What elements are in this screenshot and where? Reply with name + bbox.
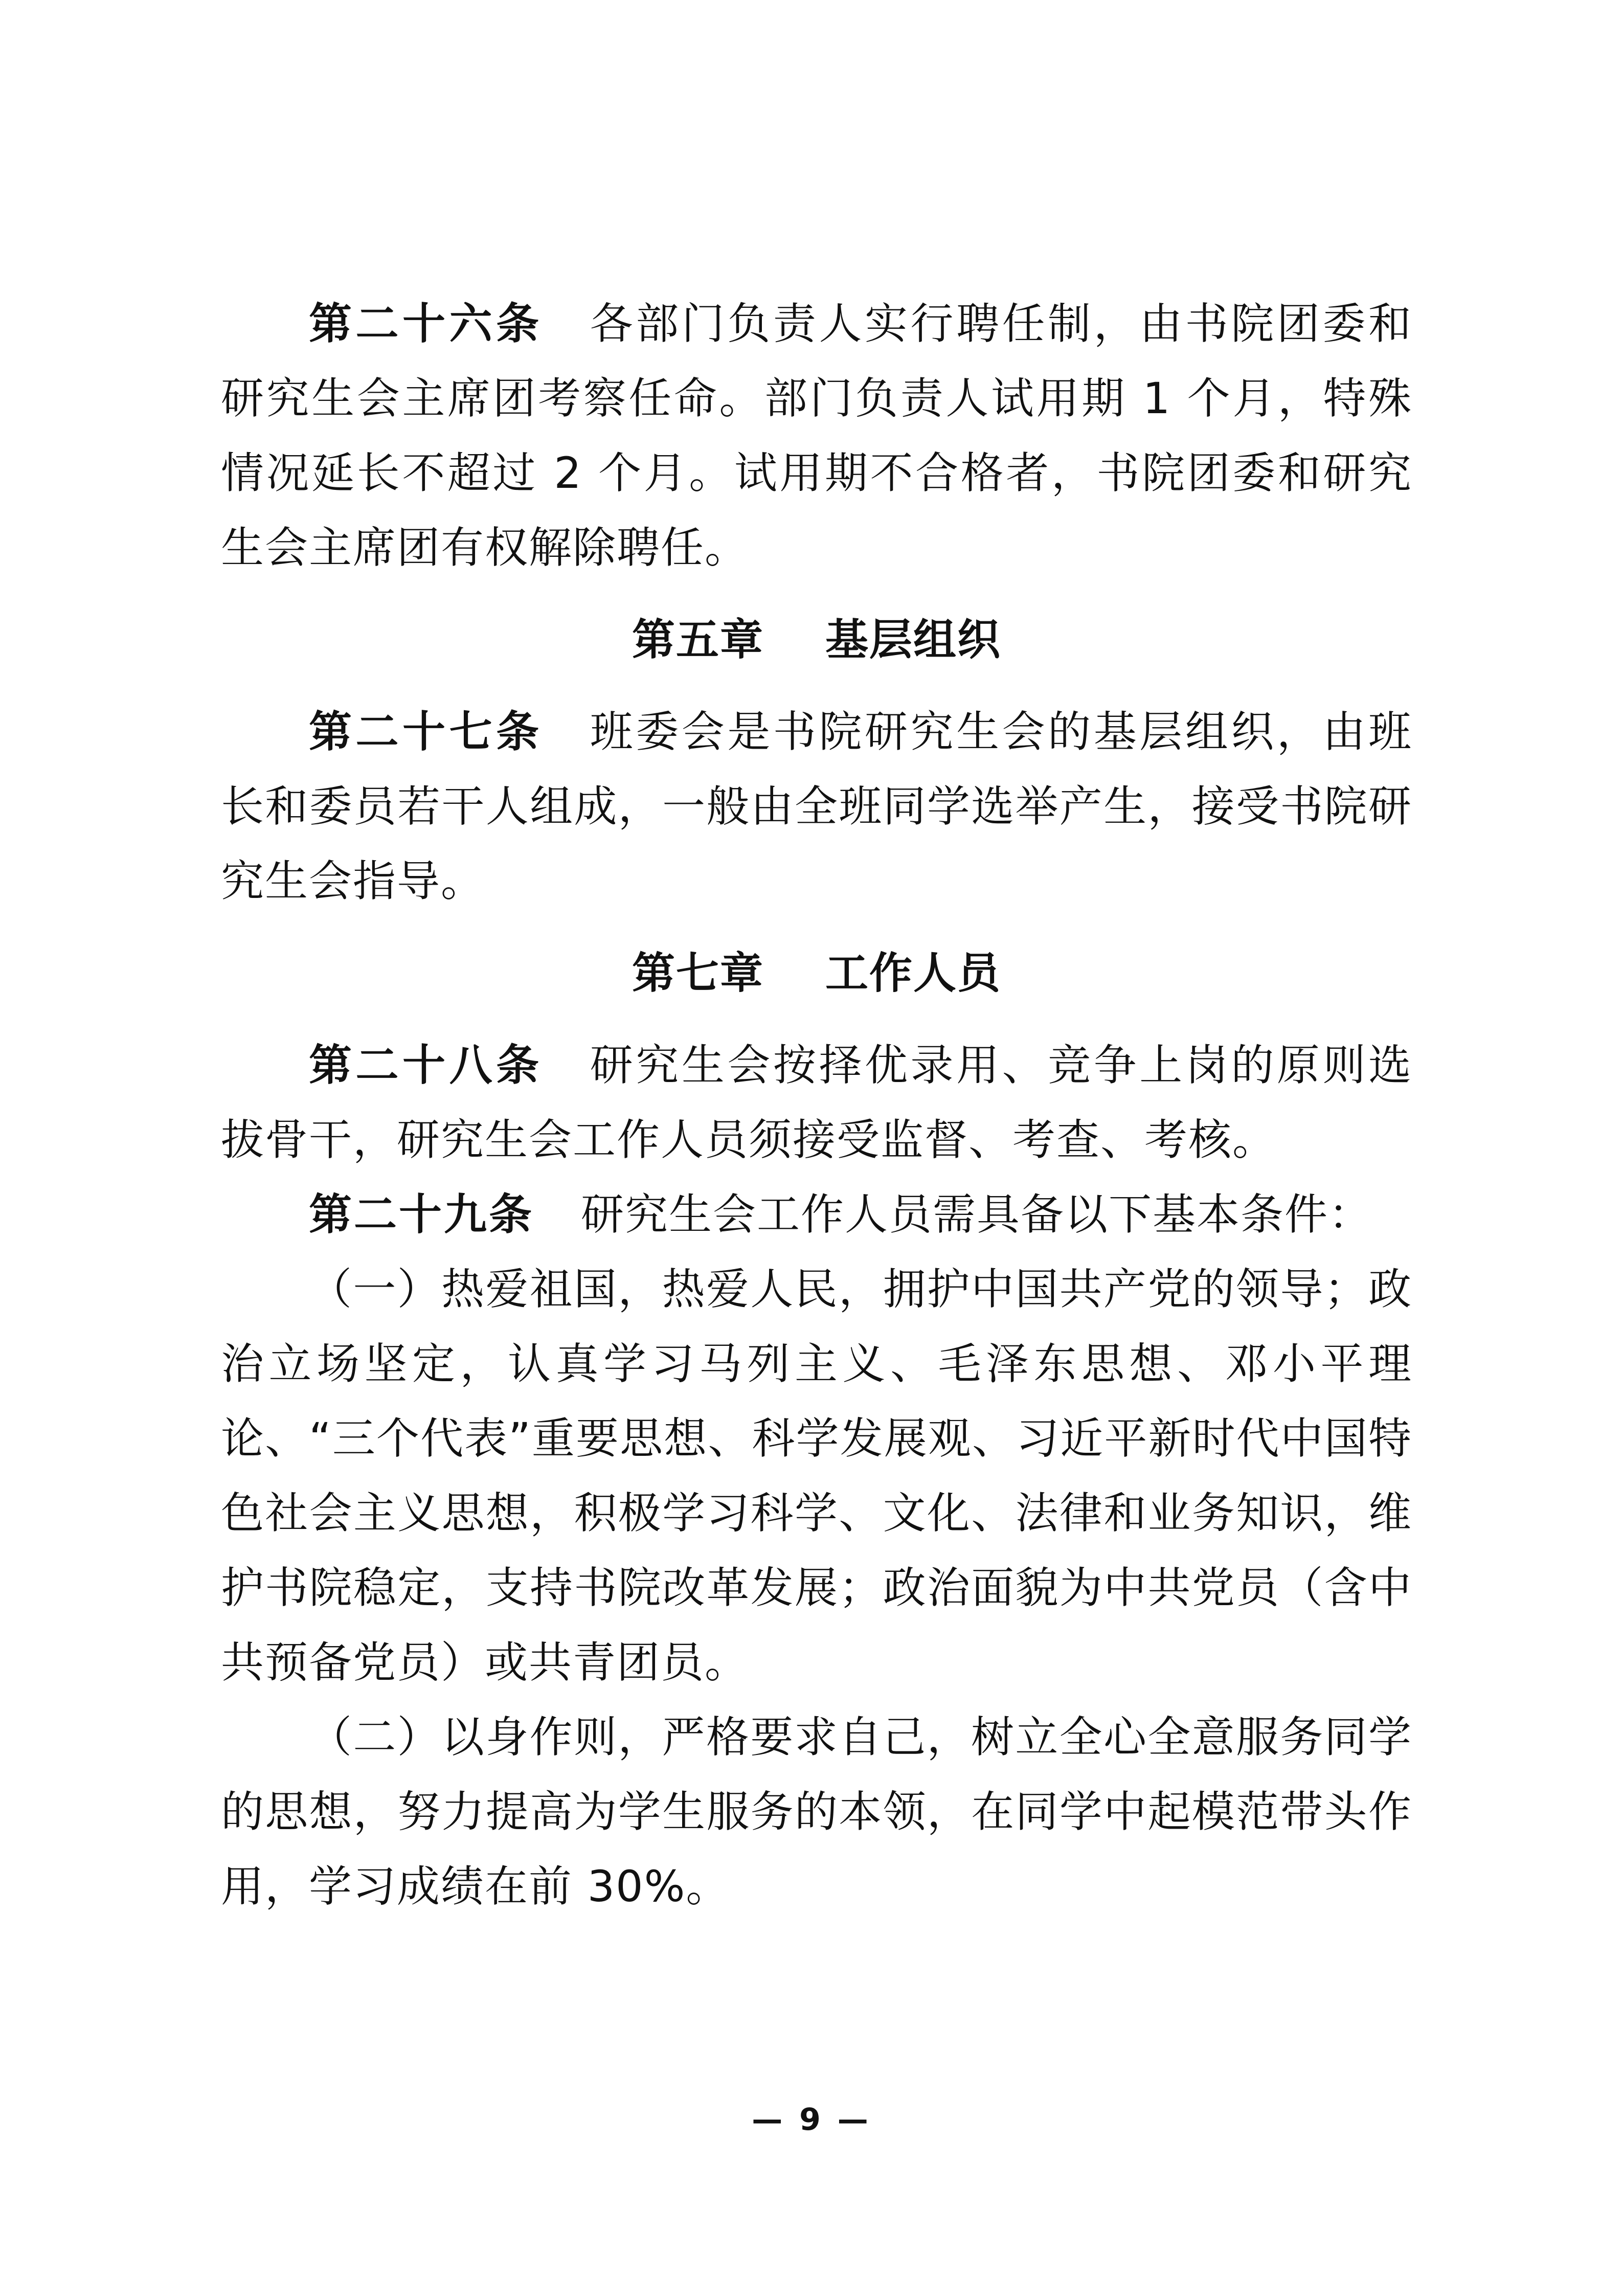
article-text: 班委会是书院研究生会的基层组织，由班长和委员若干人组成，一般由全班同学选举产生，接受书院研究生会指导。 — [221, 707, 1412, 906]
article-26 — [221, 286, 1412, 585]
article-27 — [221, 694, 1412, 918]
article-number: 第二十八条 — [309, 1040, 543, 1090]
article-number: 第二十六条 — [309, 299, 543, 349]
chapter-number: 第七章 — [632, 948, 764, 998]
article-number: 第二十九条 — [309, 1189, 534, 1240]
document-body — [221, 286, 1412, 1924]
chapter-number: 第五章 — [632, 615, 764, 665]
condition-item-2: （二）以身作则，严格要求自己，树立全心全意服务同学的思想，努力提高为学生服务的本领，在同学中起模范带头作用，学习成绩在前 30%。 — [221, 1712, 1412, 1911]
condition-item-1: （一）热爱祖国，热爱人民，拥护中国共产党的领导；政治立场坚定，认真学习马列主义、毛泽东思想、邓小平理论、“三个代表”重要思想、科学发展观、习近平新时代中国特色社会主义思想，积极学习科学、文化、法律和业务知识，维护书院稳定，支持书院改革发展；政治面貌为中共党员（含中共预备党员）或共青团员。 — [221, 1264, 1412, 1687]
chapter-title: 工作人员 — [825, 948, 1002, 998]
chapter-heading-5 — [221, 602, 1412, 677]
chapter-heading-7 — [221, 936, 1412, 1010]
article-text: 研究生会工作人员需具备以下基本条件： — [581, 1189, 1373, 1240]
article-text: 研究生会按择优录用、竞争上岗的原则选拔骨干，研究生会工作人员须接受监督、考查、考核。 — [221, 1040, 1412, 1165]
article-29 — [221, 1177, 1412, 1252]
chapter-title: 基层组织 — [825, 615, 1002, 665]
page-number: — 9 — — [752, 2102, 871, 2137]
article-28 — [221, 1028, 1412, 1177]
article-number: 第二十七条 — [309, 707, 543, 757]
article-text: 各部门负责人实行聘任制，由书院团委和研究生会主席团考察任命。部门负责人试用期 1 个月，特殊情况延长不超过 2 个月。试用期不合格者，书院团委和研究生会主席团有权解除聘任。 — [221, 299, 1412, 573]
